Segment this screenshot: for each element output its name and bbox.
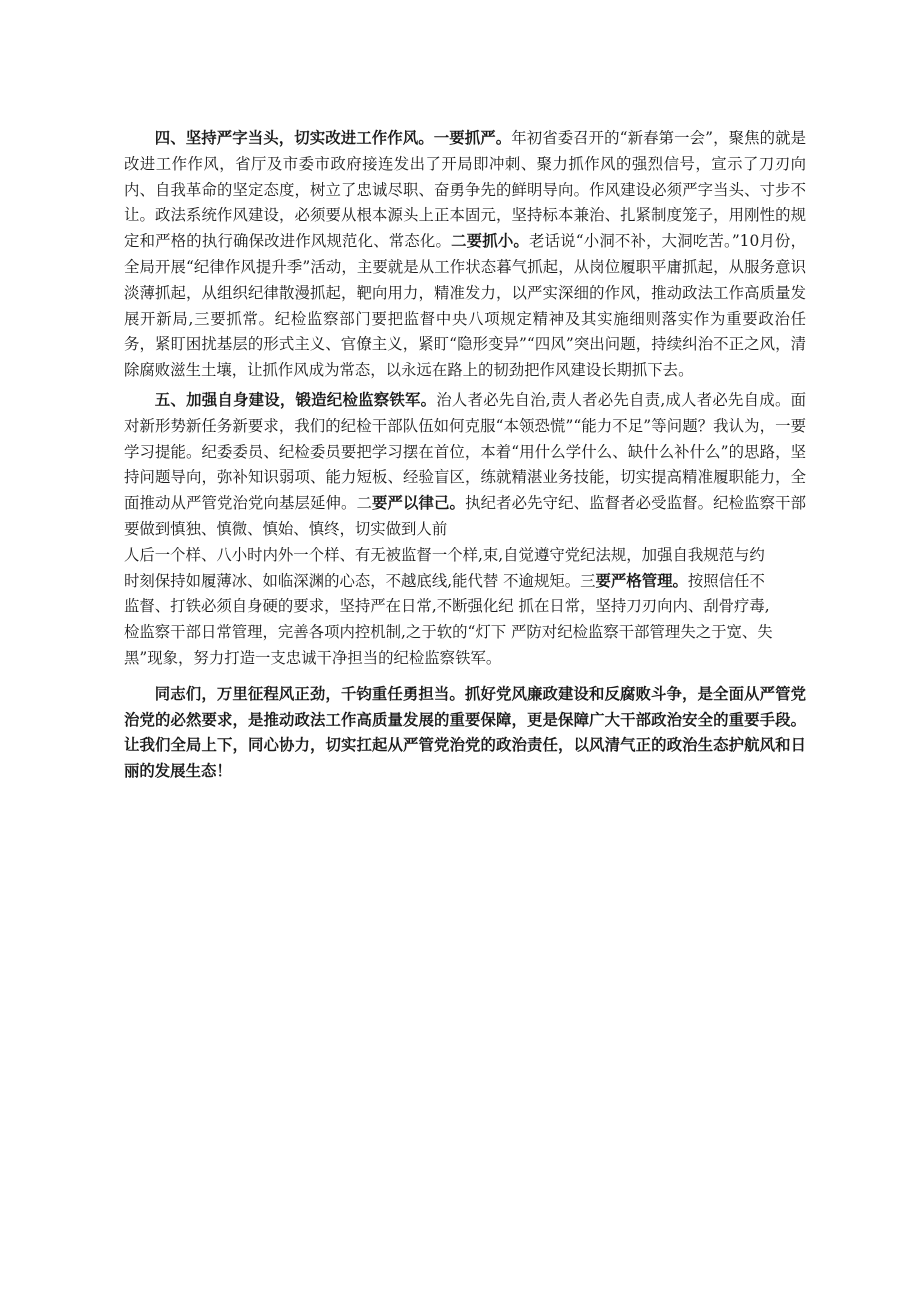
broken-line-2-start: 时刻保持如履薄冰、如临深渊的心态，不越底线,能代替 不逾规矩。三 [124, 571, 596, 590]
section-five-heading: 五、加强自身建设，锻造纪检监察铁军。 [154, 390, 437, 409]
section-four-paragraph [124, 126, 806, 384]
point-three-label: 三要抓常。 [193, 309, 275, 328]
broken-line-4: 检监察干部日常管理，完善各项内控机制,之于软的“灯下 严防对纪检监察干部管理失之于宽、失 [124, 623, 773, 642]
section-five-point-two-label: 要严以律己。 [372, 494, 466, 513]
broken-line-2 [124, 569, 806, 595]
section-four-heading: 四、坚持严字当头，切实改进工作作风。 [154, 129, 434, 147]
point-one-text: 年初省委召开的“新春第一会”，聚焦的就是改进工作作风，省厅及市委市政府接连发出了开局即冲刺、聚力抓作风的强烈信号，宣示了刀刃向内、自我革命的坚定态度，树立了忠诚尽职、奋勇争先的鲜明导向。作风建设必须严字当头、寸步不让。政法系统作风建设，必须要从根本源头上正本固元，坚持标本兼治、扎紧制度笼子，用刚性的规定和严格的执行确保改进作风规范化、常态化。 [124, 129, 806, 251]
broken-line-3: 监督、打铁必须自身硬的要求，坚持严在日常,不断强化纪 抓在日常，坚持刀刃向内、刮骨疗毒, [124, 597, 770, 616]
broken-line-1: 人后一个样、八小时内外一个样、有无被监督一个样,束,自觉遵守党纪法规，加强自我规范与约 [124, 545, 765, 564]
point-two-label: 二要抓小。 [451, 232, 529, 251]
section-five-paragraph [124, 388, 806, 672]
section-five-text: 治人者必先自治,责人者必先自责,成人者必先自成。面对新形势新任务新要求，我们的纪检干部队伍如何克服“本领恐慌”“能力不足”等问题？我认为，一要学习提能。纪委委员、纪检委员要把学习摆在首位，本着“用什么学什么、缺什么补什么”的思路，坚持问题导向，弥补知识弱项、能力短板、经验盲区，练就精湛业务技能，切实提高精准履职能力，全面推动从严管党治党向基层延伸。 [124, 390, 806, 513]
section-five-point-two-prefix: 二 [356, 494, 373, 513]
broken-line-2-end: 按照信任不 [687, 571, 765, 590]
closing-paragraph: 同志们，万里征程风正劲，千钧重任勇担当。抓好党风廉政建设和反腐败斗争，是全面从严管党治党的必然要求，是推动政法工作高质量发展的重要保障，更是保障广大干部政治安全的重要手段。让我们全局上下，同心协力，切实扛起从严管党治党的政治责任，以风清气正的政治生态护航风和日丽的发展生态！ [124, 684, 806, 781]
point-two-text: 老话说“小洞不补，大洞吃苦。”10月份，全局开展“纪律作风提升季”活动，主要就是从工作状态暮气抓起，从岗位履职平庸抓起，从服务意识淡薄抓起，从组织纪律散漫抓起，靶向用力，精准发力，以严实深细的作风，推动政法工作高质量发展开新局, [124, 232, 806, 328]
broken-line-5: 黑”现象，努力打造一支忠诚干净担当的纪检监察铁军。 [124, 648, 502, 667]
point-one-label: 一要抓严。 [433, 129, 512, 147]
point-three-text: 纪检监察部门要把监督中央八项规定精神及其实施细则落实作为重要政治任务，紧盯困扰基层的形式主义、官僚主义，紧盯“隐形变异”“四风”突出问题，持续纠治不正之风，清除腐败滋生土壤，让抓作风成为常态，以永远在路上的韧劲把作风建设长期抓下去。 [124, 309, 806, 380]
point-three-strict-label: 要严格管理。 [595, 571, 688, 590]
document-page [124, 126, 806, 785]
section-five-point-two-text: 执纪者必先守纪、监督者必受监督。纪检监察干部要做到慎独、慎微、慎始、慎终，切实做到人前 [124, 494, 806, 538]
